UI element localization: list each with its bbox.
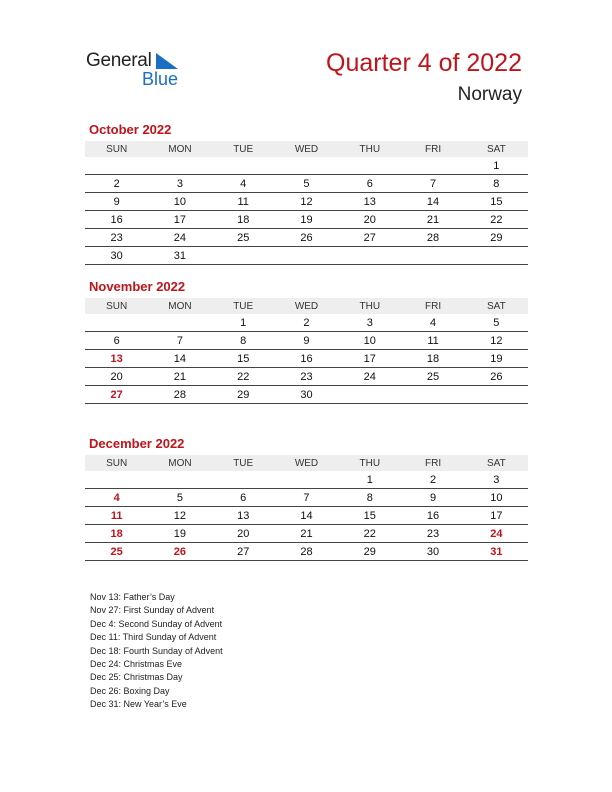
- day-cell: 12: [275, 193, 338, 211]
- day-cell: 30: [85, 247, 148, 265]
- day-cell: 4: [401, 314, 464, 332]
- week-row: [85, 368, 528, 386]
- weekday-header: WED: [275, 298, 338, 314]
- day-cell: 12: [148, 507, 211, 525]
- day-cell: 27: [212, 543, 275, 561]
- day-cell: 10: [338, 332, 401, 350]
- weekday-header: FRI: [401, 455, 464, 471]
- day-cell: 23: [401, 525, 464, 543]
- empty-day-cell: [148, 157, 211, 175]
- day-cell: 3: [465, 471, 528, 489]
- week-row: [85, 489, 528, 507]
- week-row: [85, 332, 528, 350]
- day-cell: 25: [85, 543, 148, 561]
- empty-day-cell: [212, 247, 275, 265]
- day-cell: 20: [338, 211, 401, 229]
- day-cell: 11: [212, 193, 275, 211]
- empty-day-cell: [85, 157, 148, 175]
- day-cell: 15: [212, 350, 275, 368]
- weekday-header: TUE: [212, 455, 275, 471]
- day-cell: 31: [148, 247, 211, 265]
- day-cell: 26: [275, 229, 338, 247]
- weekday-header: TUE: [212, 141, 275, 157]
- weekday-header-row: [85, 141, 528, 157]
- empty-day-cell: [148, 314, 211, 332]
- month-october: [85, 122, 528, 265]
- empty-day-cell: [85, 471, 148, 489]
- day-cell: 17: [465, 507, 528, 525]
- day-cell: 17: [338, 350, 401, 368]
- empty-day-cell: [401, 386, 464, 404]
- day-cell: 25: [401, 368, 464, 386]
- holiday-note: Dec 24: Christmas Eve: [90, 659, 183, 670]
- day-cell: 7: [401, 175, 464, 193]
- day-cell: 15: [465, 193, 528, 211]
- day-cell: 16: [85, 211, 148, 229]
- week-row: [85, 175, 528, 193]
- day-cell: 12: [465, 332, 528, 350]
- day-cell: 19: [465, 350, 528, 368]
- day-cell: 9: [401, 489, 464, 507]
- day-cell: 20: [212, 525, 275, 543]
- day-cell: 6: [85, 332, 148, 350]
- day-cell: 2: [85, 175, 148, 193]
- empty-day-cell: [85, 314, 148, 332]
- weekday-header: WED: [275, 455, 338, 471]
- day-cell: 9: [275, 332, 338, 350]
- calendar-table: [85, 298, 528, 404]
- weekday-header: SAT: [465, 455, 528, 471]
- page-title: Quarter 4 of 2022: [326, 49, 522, 77]
- day-cell: 29: [465, 229, 528, 247]
- day-cell: 21: [275, 525, 338, 543]
- day-cell: 13: [85, 350, 148, 368]
- day-cell: 15: [338, 507, 401, 525]
- week-row: [85, 350, 528, 368]
- day-cell: 2: [401, 471, 464, 489]
- day-cell: 14: [401, 193, 464, 211]
- week-row: [85, 157, 528, 175]
- empty-day-cell: [275, 157, 338, 175]
- day-cell: 16: [401, 507, 464, 525]
- holiday-note: Dec 4: Second Sunday of Advent: [90, 618, 223, 629]
- weekday-header: FRI: [401, 298, 464, 314]
- day-cell: 29: [338, 543, 401, 561]
- day-cell: 28: [275, 543, 338, 561]
- week-row: [85, 247, 528, 265]
- empty-day-cell: [465, 386, 528, 404]
- day-cell: 24: [148, 229, 211, 247]
- day-cell: 24: [338, 368, 401, 386]
- day-cell: 16: [275, 350, 338, 368]
- holiday-note: Dec 26: Boxing Day: [90, 685, 170, 696]
- day-cell: 22: [465, 211, 528, 229]
- day-cell: 6: [212, 489, 275, 507]
- calendar-table: [85, 141, 528, 265]
- day-cell: 23: [275, 368, 338, 386]
- empty-day-cell: [338, 386, 401, 404]
- day-cell: 1: [212, 314, 275, 332]
- holiday-note: Dec 25: Christmas Day: [90, 672, 183, 683]
- month-november: [85, 279, 528, 404]
- day-cell: 18: [212, 211, 275, 229]
- day-cell: 25: [212, 229, 275, 247]
- day-cell: 22: [338, 525, 401, 543]
- weekday-header: MON: [148, 141, 211, 157]
- weekday-header-row: [85, 455, 528, 471]
- holiday-note: Dec 11: Third Sunday of Advent: [90, 632, 217, 643]
- day-cell: 30: [401, 543, 464, 561]
- empty-day-cell: [338, 157, 401, 175]
- logo-text-general: General: [86, 50, 152, 71]
- day-cell: 3: [148, 175, 211, 193]
- weekday-header: MON: [148, 455, 211, 471]
- weekday-header-row: [85, 298, 528, 314]
- day-cell: 17: [148, 211, 211, 229]
- weekday-header: SUN: [85, 141, 148, 157]
- week-row: [85, 193, 528, 211]
- empty-day-cell: [338, 247, 401, 265]
- day-cell: 29: [212, 386, 275, 404]
- week-row: [85, 543, 528, 561]
- day-cell: 30: [275, 386, 338, 404]
- week-row: [85, 229, 528, 247]
- day-cell: 10: [465, 489, 528, 507]
- month-title: October 2022: [89, 122, 172, 137]
- day-cell: 13: [338, 193, 401, 211]
- holiday-note: Nov 13: Father’s Day: [90, 592, 175, 602]
- day-cell: 21: [401, 211, 464, 229]
- day-cell: 1: [338, 471, 401, 489]
- day-cell: 26: [148, 543, 211, 561]
- day-cell: 27: [85, 386, 148, 404]
- logo-text-blue: Blue: [142, 69, 179, 89]
- day-cell: 4: [212, 175, 275, 193]
- week-row: [85, 507, 528, 525]
- weekday-header: SAT: [465, 141, 528, 157]
- month-title: December 2022: [89, 436, 185, 451]
- day-cell: 13: [212, 507, 275, 525]
- day-cell: 18: [85, 525, 148, 543]
- week-row: [85, 386, 528, 404]
- day-cell: 14: [148, 350, 211, 368]
- day-cell: 9: [85, 193, 148, 211]
- calendar-table: [85, 455, 528, 561]
- day-cell: 26: [465, 368, 528, 386]
- empty-day-cell: [401, 157, 464, 175]
- day-cell: 20: [85, 368, 148, 386]
- weekday-header: THU: [338, 298, 401, 314]
- holiday-note: Dec 18: Fourth Sunday of Advent: [90, 645, 223, 656]
- day-cell: 4: [85, 489, 148, 507]
- day-cell: 18: [401, 350, 464, 368]
- day-cell: 3: [338, 314, 401, 332]
- empty-day-cell: [275, 471, 338, 489]
- week-row: [85, 471, 528, 489]
- day-cell: 21: [148, 368, 211, 386]
- empty-day-cell: [148, 471, 211, 489]
- day-cell: 28: [401, 229, 464, 247]
- day-cell: 19: [275, 211, 338, 229]
- day-cell: 14: [275, 507, 338, 525]
- day-cell: 11: [401, 332, 464, 350]
- empty-day-cell: [212, 157, 275, 175]
- weekday-header: THU: [338, 141, 401, 157]
- holiday-note: Nov 27: First Sunday of Advent: [90, 605, 215, 616]
- generalblue-logo: [86, 50, 196, 90]
- weekday-header: WED: [275, 141, 338, 157]
- day-cell: 23: [85, 229, 148, 247]
- day-cell: 5: [148, 489, 211, 507]
- day-cell: 8: [212, 332, 275, 350]
- weekday-header: SUN: [85, 298, 148, 314]
- day-cell: 27: [338, 229, 401, 247]
- weekday-header: MON: [148, 298, 211, 314]
- day-cell: 24: [465, 525, 528, 543]
- empty-day-cell: [275, 247, 338, 265]
- week-row: [85, 525, 528, 543]
- weekday-header: SUN: [85, 455, 148, 471]
- holiday-note: Dec 31: New Year’s Eve: [90, 699, 187, 710]
- day-cell: 8: [465, 175, 528, 193]
- week-row: [85, 314, 528, 332]
- day-cell: 19: [148, 525, 211, 543]
- holiday-notes: [90, 591, 223, 712]
- country-name: Norway: [457, 84, 522, 105]
- empty-day-cell: [465, 247, 528, 265]
- day-cell: 8: [338, 489, 401, 507]
- day-cell: 11: [85, 507, 148, 525]
- day-cell: 2: [275, 314, 338, 332]
- day-cell: 5: [275, 175, 338, 193]
- month-december: [85, 436, 528, 561]
- empty-day-cell: [401, 247, 464, 265]
- empty-day-cell: [212, 471, 275, 489]
- day-cell: 31: [465, 543, 528, 561]
- day-cell: 10: [148, 193, 211, 211]
- day-cell: 5: [465, 314, 528, 332]
- month-title: November 2022: [89, 279, 186, 294]
- day-cell: 28: [148, 386, 211, 404]
- logo-triangle-icon: [156, 53, 178, 69]
- weekday-header: TUE: [212, 298, 275, 314]
- day-cell: 22: [212, 368, 275, 386]
- day-cell: 6: [338, 175, 401, 193]
- week-row: [85, 211, 528, 229]
- weekday-header: FRI: [401, 141, 464, 157]
- weekday-header: THU: [338, 455, 401, 471]
- weekday-header: SAT: [465, 298, 528, 314]
- day-cell: 7: [275, 489, 338, 507]
- day-cell: 7: [148, 332, 211, 350]
- day-cell: 1: [465, 157, 528, 175]
